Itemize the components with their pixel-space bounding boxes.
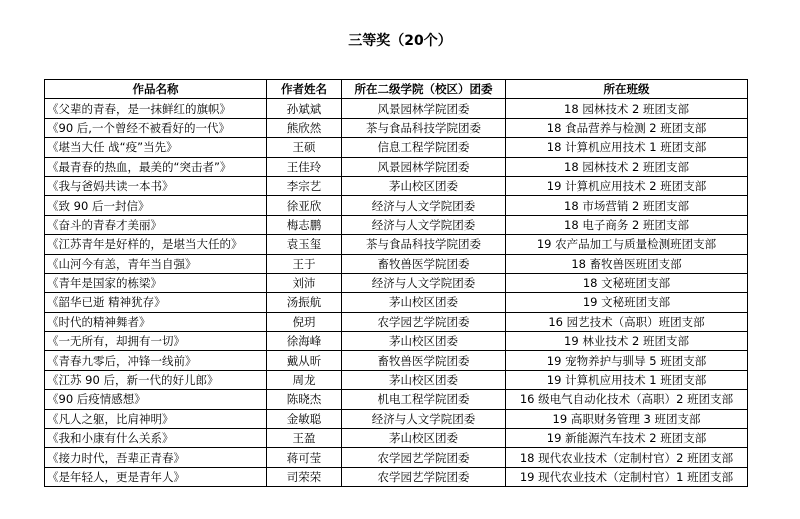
- college-cell: 经济与人文学院团委: [342, 409, 506, 428]
- table-row: [45, 118, 748, 137]
- class-cell: 18 市场营销 2 班团支部: [506, 196, 748, 215]
- class-cell: 18 园林技术 2 班团支部: [506, 157, 748, 176]
- college-cell: 茶与食品科技学院团委: [342, 235, 506, 254]
- work-title-cell: 《江苏 90 后，新一代的好儿郎》: [45, 370, 267, 389]
- class-cell: 19 现代农业技术（定制村官）1 班团支部: [506, 467, 748, 486]
- author-cell: 蒋可莹: [267, 448, 342, 467]
- author-cell: 陈晓杰: [267, 390, 342, 409]
- table-header-row: [45, 80, 748, 99]
- class-cell: 18 畜牧兽医班团支部: [506, 254, 748, 273]
- header-class: 所在班级: [506, 80, 748, 99]
- author-cell: 金敏聪: [267, 409, 342, 428]
- college-cell: 茅山校区团委: [342, 429, 506, 448]
- table-row: [45, 176, 748, 195]
- work-title-cell: 《堪当大任 战“疫”当先》: [45, 138, 267, 157]
- table-row: [45, 157, 748, 176]
- class-cell: 18 文秘班团支部: [506, 273, 748, 292]
- header-work-title: 作品名称: [45, 80, 267, 99]
- work-title-cell: 《时代的精神舞者》: [45, 312, 267, 331]
- college-cell: 畜牧兽医学院团委: [342, 351, 506, 370]
- author-cell: 梅志鹏: [267, 215, 342, 234]
- work-title-cell: 《青年是国家的栋梁》: [45, 273, 267, 292]
- author-cell: 熊欣然: [267, 118, 342, 137]
- college-cell: 经济与人文学院团委: [342, 215, 506, 234]
- work-title-cell: 《父辈的青春，是一抹鲜红的旗帜》: [45, 99, 267, 118]
- college-cell: 农学园艺学院团委: [342, 448, 506, 467]
- table-row: [45, 138, 748, 157]
- college-cell: 茅山校区团委: [342, 370, 506, 389]
- work-title-cell: 《江苏青年是好样的，是堪当大任的》: [45, 235, 267, 254]
- author-cell: 司荣荣: [267, 467, 342, 486]
- table-row: [45, 99, 748, 118]
- table-row: [45, 312, 748, 331]
- work-title-cell: 《是年轻人，更是青年人》: [45, 467, 267, 486]
- work-title-cell: 《凡人之躯，比肩神明》: [45, 409, 267, 428]
- author-cell: 徐亚欣: [267, 196, 342, 215]
- class-cell: 18 现代农业技术（定制村官）2 班团支部: [506, 448, 748, 467]
- author-cell: 孙斌斌: [267, 99, 342, 118]
- header-college: 所在二级学院（校区）团委: [342, 80, 506, 99]
- table-row: [45, 351, 748, 370]
- class-cell: 19 林业技术 2 班团支部: [506, 332, 748, 351]
- class-cell: 19 宠物养护与驯导 5 班团支部: [506, 351, 748, 370]
- work-title-cell: 《我和小康有什么关系》: [45, 429, 267, 448]
- table-row: [45, 467, 748, 486]
- author-cell: 汤振航: [267, 293, 342, 312]
- class-cell: 16 园艺技术（高职）班团支部: [506, 312, 748, 331]
- author-cell: 李宗艺: [267, 176, 342, 195]
- college-cell: 农学园艺学院团委: [342, 467, 506, 486]
- college-cell: 茅山校区团委: [342, 293, 506, 312]
- college-cell: 茶与食品科技学院团委: [342, 118, 506, 137]
- author-cell: 刘沛: [267, 273, 342, 292]
- class-cell: 16 级电气自动化技术（高职）2 班团支部: [506, 390, 748, 409]
- work-title-cell: 《山河今有恙，青年当自强》: [45, 254, 267, 273]
- table-row: [45, 215, 748, 234]
- table-row: [45, 196, 748, 215]
- table-row: [45, 448, 748, 467]
- work-title-cell: 《90 后,一个曾经不被看好的一代》: [45, 118, 267, 137]
- header-author: 作者姓名: [267, 80, 342, 99]
- work-title-cell: 《90 后疫情感想》: [45, 390, 267, 409]
- author-cell: 倪玥: [267, 312, 342, 331]
- work-title-cell: 《我与爸妈共读一本书》: [45, 176, 267, 195]
- college-cell: 畜牧兽医学院团委: [342, 254, 506, 273]
- author-cell: 袁玉玺: [267, 235, 342, 254]
- class-cell: 19 计算机应用技术 1 班团支部: [506, 370, 748, 389]
- class-cell: 19 文秘班团支部: [506, 293, 748, 312]
- class-cell: 19 农产品加工与质量检测班团支部: [506, 235, 748, 254]
- page-title: 三等奖（20个）: [348, 33, 452, 49]
- college-cell: 风景园林学院团委: [342, 157, 506, 176]
- table-row: [45, 254, 748, 273]
- work-title-cell: 《最青春的热血，最美的“突击者”》: [45, 157, 267, 176]
- college-cell: 茅山校区团委: [342, 176, 506, 195]
- author-cell: 周龙: [267, 370, 342, 389]
- class-cell: 19 计算机应用技术 2 班团支部: [506, 176, 748, 195]
- class-cell: 19 高职财务管理 3 班团支部: [506, 409, 748, 428]
- table-row: [45, 293, 748, 312]
- college-cell: 经济与人文学院团委: [342, 196, 506, 215]
- author-cell: 徐海峰: [267, 332, 342, 351]
- author-cell: 王佳玲: [267, 157, 342, 176]
- author-cell: 戴从昕: [267, 351, 342, 370]
- work-title-cell: 《接力时代，吾辈正青春》: [45, 448, 267, 467]
- class-cell: 18 食品营养与检测 2 班团支部: [506, 118, 748, 137]
- class-cell: 18 计算机应用技术 1 班团支部: [506, 138, 748, 157]
- class-cell: 18 园林技术 2 班团支部: [506, 99, 748, 118]
- awards-table: [44, 79, 748, 487]
- college-cell: 风景园林学院团委: [342, 99, 506, 118]
- table-row: [45, 332, 748, 351]
- work-title-cell: 《韶华已逝 精神犹存》: [45, 293, 267, 312]
- work-title-cell: 《青春九零后，冲锋一线前》: [45, 351, 267, 370]
- work-title-cell: 《奋斗的青春才美丽》: [45, 215, 267, 234]
- table-row: [45, 429, 748, 448]
- class-cell: 19 新能源汽车技术 2 班团支部: [506, 429, 748, 448]
- college-cell: 农学园艺学院团委: [342, 312, 506, 331]
- table-row: [45, 409, 748, 428]
- class-cell: 18 电子商务 2 班团支部: [506, 215, 748, 234]
- author-cell: 王盈: [267, 429, 342, 448]
- work-title-cell: 《一无所有，却拥有一切》: [45, 332, 267, 351]
- college-cell: 茅山校区团委: [342, 332, 506, 351]
- table-row: [45, 390, 748, 409]
- table-row: [45, 235, 748, 254]
- college-cell: 经济与人文学院团委: [342, 273, 506, 292]
- table-row: [45, 370, 748, 389]
- college-cell: 机电工程学院团委: [342, 390, 506, 409]
- author-cell: 王硕: [267, 138, 342, 157]
- table-row: [45, 273, 748, 292]
- author-cell: 王于: [267, 254, 342, 273]
- work-title-cell: 《致 90 后一封信》: [45, 196, 267, 215]
- college-cell: 信息工程学院团委: [342, 138, 506, 157]
